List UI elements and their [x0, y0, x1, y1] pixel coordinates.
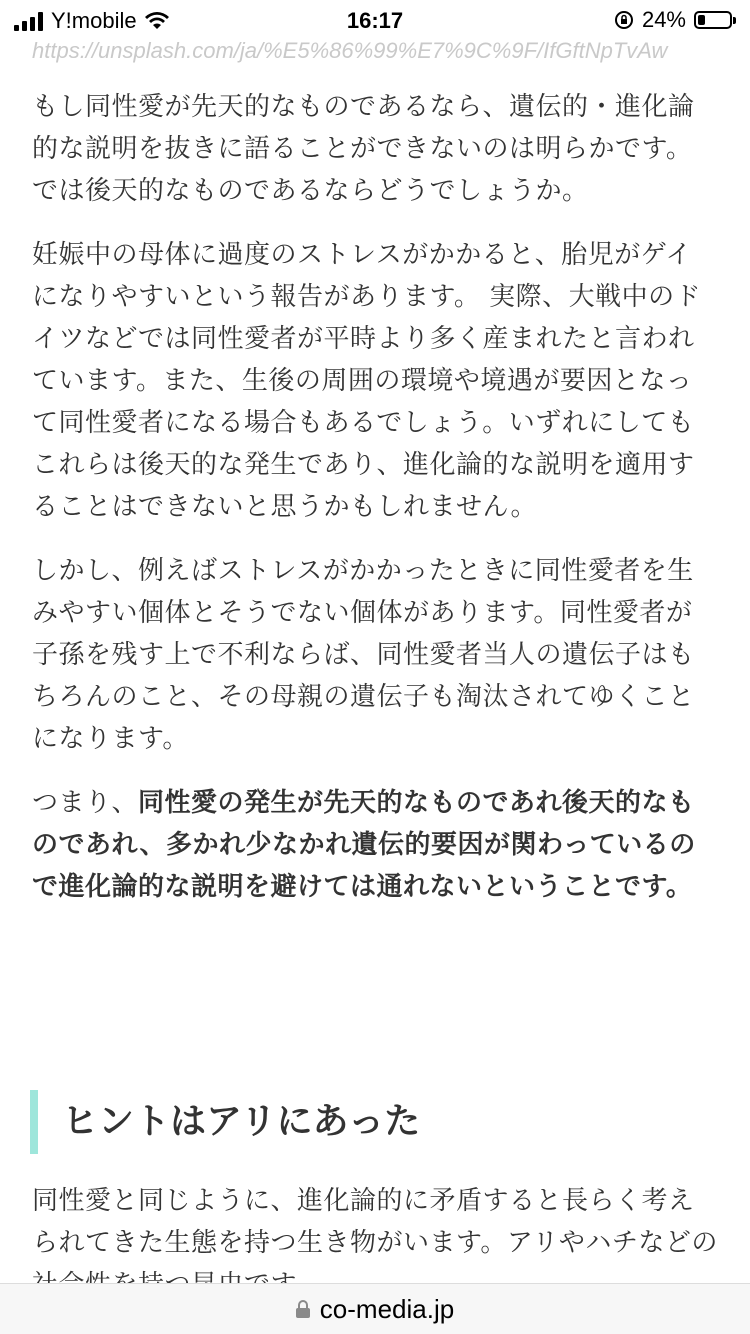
image-caption-url[interactable]: https://unsplash.com/ja/%E5%86%99%E7%9C%9F/IfGftNpTvAw [32, 38, 668, 63]
battery-level [698, 15, 705, 25]
lock-icon [296, 1300, 310, 1318]
conclusion-lead: つまり、 [32, 788, 139, 818]
paragraph: しかし、例えばストレスがかかったときに同性愛者を生みやすい個体とそうでない個体があります。同性愛者が子孫を残す上で不利ならば、同性愛者当人の遺伝子はもちろんのこと、その母親の遺伝子も淘汰されてゆくことになります。 [32, 556, 695, 754]
status-right [614, 7, 732, 33]
carrier-name: Y!mobile [51, 8, 137, 33]
conclusion-bold: 同性愛の発生が先天的なものであれ後天的なものであれ、多かれ少なかれ遺伝的要因が関わっているので進化論的な説明を避けては通れないということです。 [32, 788, 696, 902]
battery-icon [694, 11, 732, 29]
address-domain[interactable]: co-media.jp [319, 1293, 455, 1324]
orientation-lock-icon [614, 10, 634, 30]
paragraph: 同性愛と同じように、進化論的に矛盾すると長らく考えられてきた生態を持つ生き物がいます。アリやハチなどの [32, 1186, 718, 1258]
article-body [32, 86, 718, 930]
battery-percent: 24% [641, 7, 686, 32]
paragraph: 妊娠中の母体に過度のストレスがかかると、胎児がゲイになりやすいという報告があります。 実際、大戦中のドイツなどでは同性愛者が平時より多く産まれたと言われています。また、生後の周囲の環境や境遇が要因となって同性愛者になる場合もあるでしょう。いずれにしてもこれらは後天的な発生であり、進化論的な説明を適用することはできないと思うかもしれません。 [32, 240, 702, 522]
section-heading: ヒントはアリにあった [30, 1090, 420, 1154]
status-time: 16:17 [346, 8, 404, 33]
address-bar[interactable] [0, 1283, 750, 1334]
status-bar [0, 0, 750, 40]
conclusion-paragraph [32, 782, 718, 908]
paragraph: もし同性愛が先天的なものであるなら、遺伝的・進化論的な説明を抜きに語ることができないのは明らかです。 では後天的なものであるならどうでしょうか。 [32, 92, 695, 206]
